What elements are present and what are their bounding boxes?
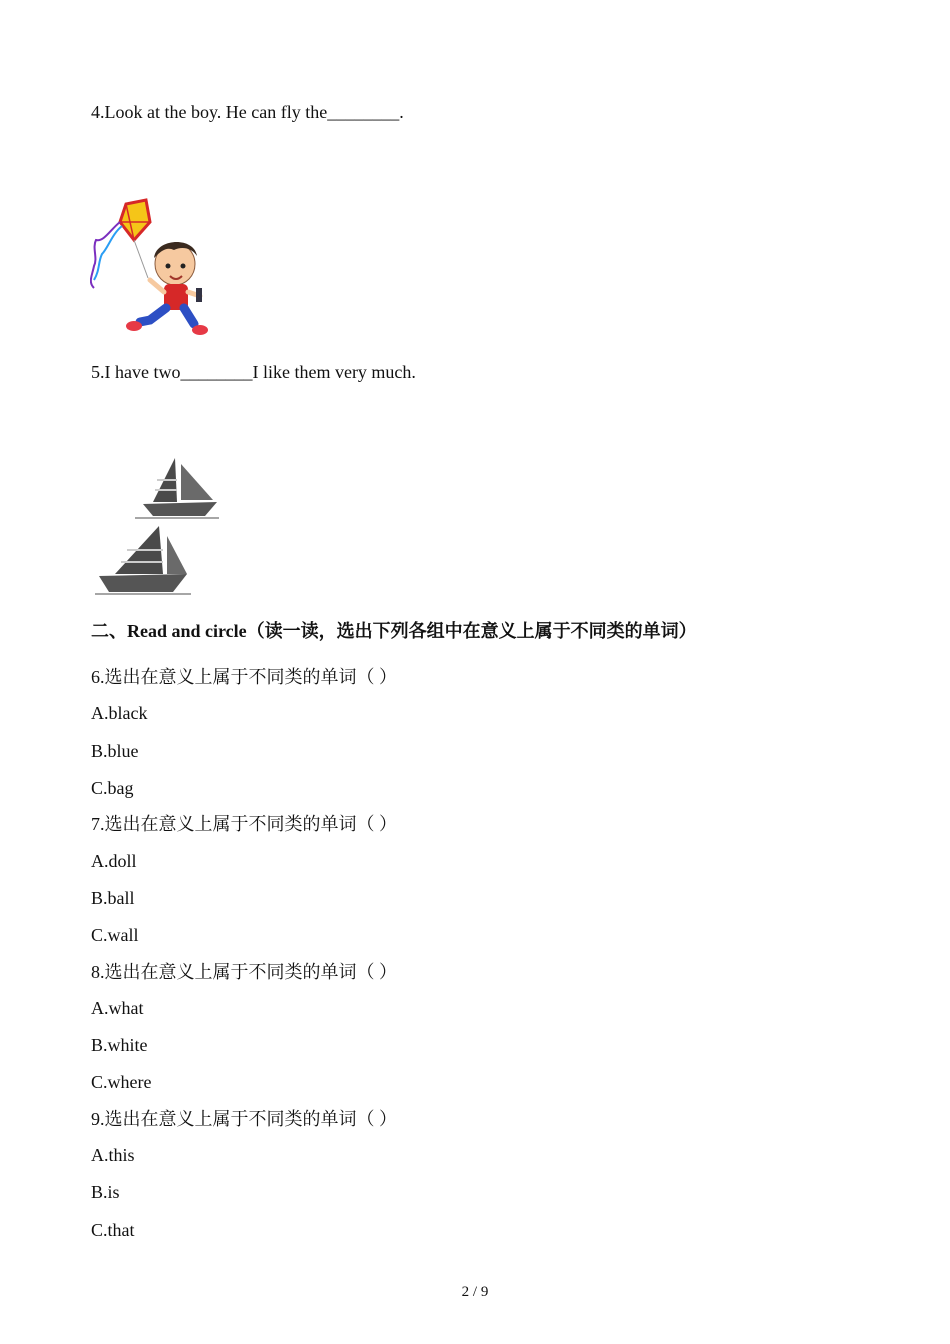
question-9-prompt: 9.选出在意义上属于不同类的单词（ ） [91, 1109, 397, 1129]
question-4-text: 4.Look at the boy. He can fly the________. [91, 102, 404, 122]
kite-shape [120, 200, 150, 240]
boy-flying-kite-image [90, 196, 215, 342]
sailboat-top [135, 458, 219, 518]
question-7-option-c: C.wall [91, 925, 139, 945]
question-6-option-b: B.blue [91, 741, 139, 761]
two-sailboats-image [95, 450, 220, 602]
question-6-option-a: A.black [91, 703, 148, 723]
sailboat-bottom [95, 526, 191, 594]
question-8-option-b: B.white [91, 1035, 148, 1055]
section-2-heading: 二、Read and circle（读一读，选出下列各组中在意义上属于不同类的单词） [91, 621, 697, 641]
question-8-option-a: A.what [91, 998, 144, 1018]
page-number: 2 / 9 [461, 1284, 489, 1300]
question-7-option-a: A.doll [91, 851, 137, 871]
question-9-option-b: B.is [91, 1182, 120, 1202]
question-8-prompt: 8.选出在意义上属于不同类的单词（ ） [91, 962, 397, 982]
question-7-option-b: B.ball [91, 888, 135, 908]
question-5-text: 5.I have two________I like them very much. [91, 362, 416, 382]
question-6-option-c: C.bag [91, 778, 134, 798]
question-8-option-c: C.where [91, 1072, 152, 1092]
question-9-option-c: C.that [91, 1220, 135, 1240]
question-7-prompt: 7.选出在意义上属于不同类的单词（ ） [91, 814, 397, 834]
question-6-prompt: 6.选出在意义上属于不同类的单词（ ） [91, 667, 397, 687]
question-9-option-a: A.this [91, 1145, 135, 1165]
